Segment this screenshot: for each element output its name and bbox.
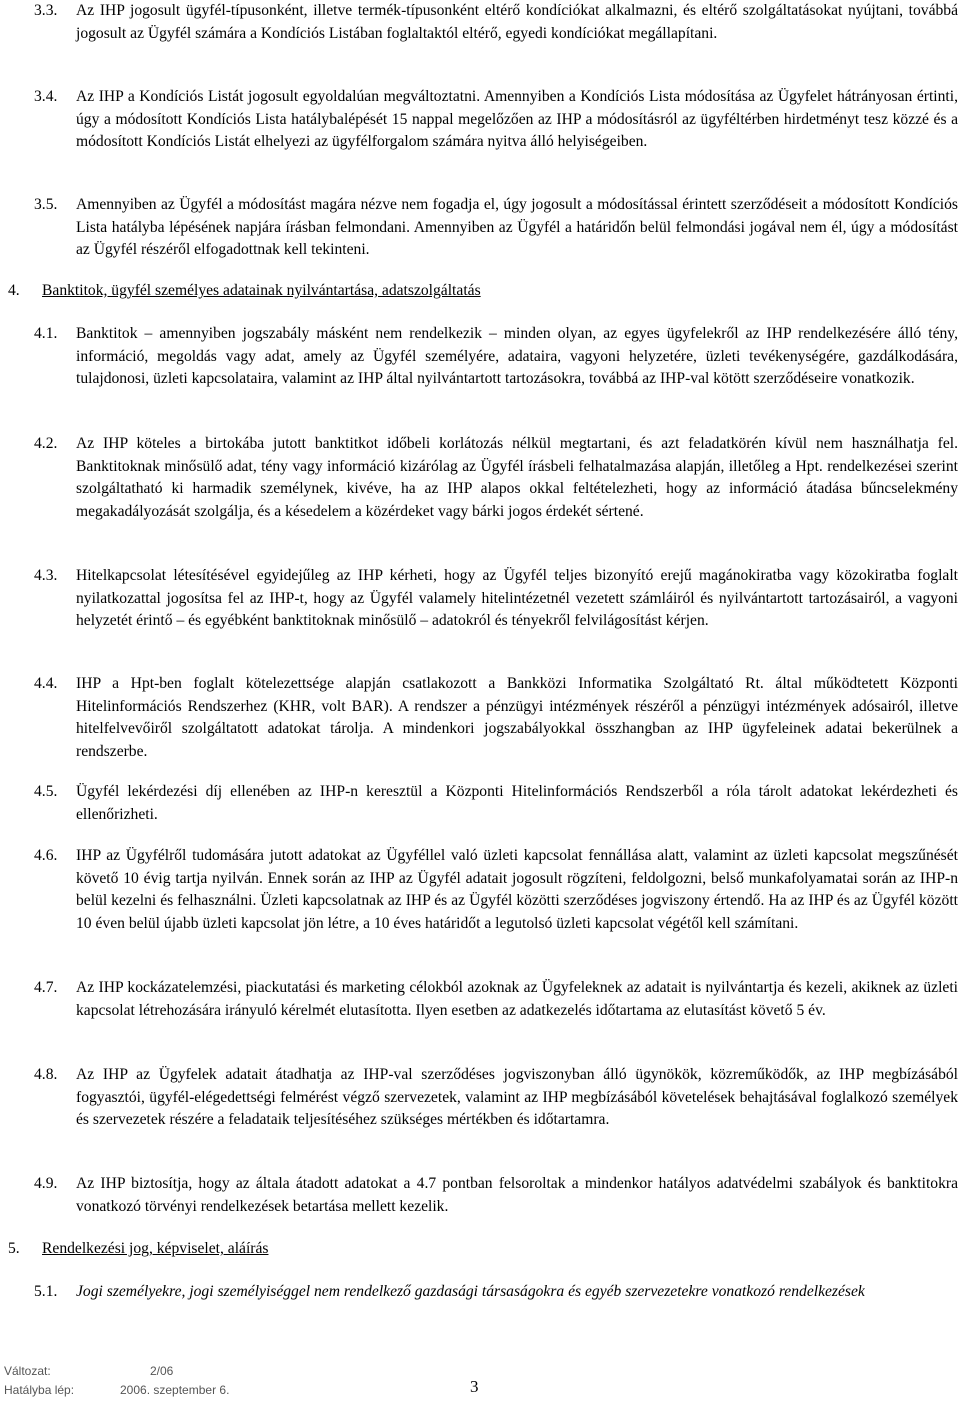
heading-number: 4. (8, 282, 20, 299)
effective-date-value: 2006. szeptember 6. (120, 1383, 230, 1397)
heading-text: Rendelkezési jog, képviselet, aláírás (42, 1240, 269, 1257)
paragraph-text: Jogi személyekre, jogi személyiséggel nem rendelkező gazdasági társaságokra és egyéb szervezetekre vonatkozó rendelkezések (76, 1283, 865, 1300)
section-heading-4 (8, 280, 708, 303)
heading-number: 5. (8, 1240, 20, 1257)
paragraph-3-5 (34, 194, 958, 262)
paragraph-number: 4.4. (34, 675, 58, 692)
paragraph-text: Amennyiben az Ügyfél a módosítást magára nézve nem fogadja el, úgy jogosult a módosítással érintett szerződéseit a módosított Kondíciós Lista hatályba lépésének napjára írásban felmondani. Amennyiben az Ügyfél a határidőn belül felmondási jogával nem él, úgy a módosítást az Ügyfél részéről elfogadottnak kell tekinteni. (76, 196, 958, 259)
paragraph-3-4 (34, 86, 958, 154)
paragraph-4-4 (34, 673, 958, 763)
paragraph-number: 3.3. (34, 2, 58, 19)
paragraph-text: IHP az Ügyfélről tudomására jutott adatokat az Ügyféllel való üzleti kapcsolat fennállása alatt, valamint az üzleti kapcsolat megszűnését követő 10 évig tartja nyilván. Ennek során az IHP az Ügyfél adatait jogosult rögzíteni, feldolgozni, belső munkafolyamatai során az IHP-n belül kezelni és felhasználni. Üzleti kapcsolatnak az IHP és az Ügyfél közötti szerződéses jogviszony értendő. Ha az IHP és az Ügyfél között 10 éven belül újabb üzleti kapcsolat jön létre, a 10 éves határidőt a legutolsó üzleti kapcsolat végétől kell számítani. (76, 847, 958, 932)
effective-date-label: Hatályba lép: (4, 1383, 75, 1397)
paragraph-4-2 (34, 433, 958, 523)
paragraph-text: Ügyfél lekérdezési díj ellenében az IHP-n keresztül a Központi Hitelinformációs Rendszerből a róla tárolt adatokat lekérdezheti és ellenőrizheti. (76, 783, 958, 823)
paragraph-text: Az IHP biztosítja, hogy az általa átadott adatokat a 4.7 pontban felsoroltak a mindenkor hatályos adatvédelmi szabályok és banktitokra vonatkozó törvényi rendelkezések betartása mellett kezelik. (76, 1175, 958, 1215)
paragraph-number: 5.1. (34, 1283, 58, 1300)
heading-text: Banktitok, ügyfél személyes adatainak nyilvántartása, adatszolgáltatás (42, 282, 481, 299)
paragraph-4-9 (34, 1173, 958, 1218)
version-label: Változat: (4, 1364, 51, 1378)
paragraph-4-3 (34, 565, 958, 633)
paragraph-text: Az IHP jogosult ügyfél-típusonként, illetve termék-típusonként eltérő kondíciókat alkalmazni, és eltérő szolgáltatásokat nyújtani, továbbá jogosult az Ügyfél számára a Kondíciós Listában foglaltaktól eltérő, egyedi kondíciókat megállapítani. (76, 2, 958, 42)
paragraph-text: Az IHP kockázatelemzési, piackutatási és marketing célokból azoknak az Ügyfeleknek az adatait is nyilvántartja és kezeli, akiknek az üzleti kapcsolat létrehozására irányuló kérelmét elutasította. Ilyen esetben az adatkezelés időtartama az elutasítást követő 5 év. (76, 979, 958, 1019)
page-footer (4, 1362, 304, 1412)
paragraph-number: 4.8. (34, 1066, 58, 1083)
paragraph-number: 3.4. (34, 88, 58, 105)
paragraph-4-5 (34, 781, 958, 826)
paragraph-text: Az IHP köteles a birtokába jutott banktitkot időbeli korlátozás nélkül megtartani, és azt feladatkörén kívül nem használhatja fel. Banktitoknak minősülő adat, tény vagy információ kizárólag az Ügyfél írásbeli felhatalmazása alapján, illetőleg a Hpt. rendelkezései szerint szolgáltatható ki harmadik személynek, kivéve, ha az IHP alapos okkal feltételezheti, hogy az információ átadása bűncselekmény megakadályozását szolgálja, és a késedelem a közérdeket vagy bárki jogos érdekét sértené. (76, 435, 958, 520)
paragraph-4-7 (34, 977, 958, 1022)
paragraph-4-6 (34, 845, 958, 935)
paragraph-text: IHP a Hpt-ben foglalt kötelezettsége alapján csatlakozott a Bankközi Informatika Szolgáltató Rt. által működtetett Központi Hitelinformációs Rendszerhez (KHR, volt BAR). A rendszer a pénzügyi intézmények részéről a pénzügyi intézmények adósairól, illetve hitelfelvevőiről szolgáltatott adatokat tárolja. A mindenkori jogszabályokkal összhangban az IHP ügyfeleinek adatai bekerülnek a rendszerbe. (76, 675, 958, 760)
paragraph-5-1 (34, 1281, 958, 1304)
paragraph-number: 4.9. (34, 1175, 58, 1192)
paragraph-text: Az IHP a Kondíciós Listát jogosult egyoldalúan megváltoztatni. Amennyiben a Kondíciós Lista módosítása az Ügyfelet hátrányosan értinti, úgy a módosított Kondíciós Lista hatálybalépését 15 nappal megelőzően az IHP a módosításról az ügyféltérben hirdetményt tesz közzé és a módosított Kondíciós Listát elhelyezi az ügyfélforgalom számára nyitva álló helyiségeiben. (76, 88, 958, 151)
page-number: 3 (470, 1377, 479, 1396)
paragraph-number: 4.2. (34, 435, 58, 452)
paragraph-4-8 (34, 1064, 958, 1132)
paragraph-number: 4.7. (34, 979, 58, 996)
paragraph-text: Az IHP az Ügyfelek adatait átadhatja az IHP-val szerződéses jogviszonyban álló ügynökök, közreműködők, az IHP megbízásából fogyasztói, ügyfél-elégedettségi felmérést végző szervezetek, valamint az IHP megbízásából követelések behajtásával foglalkozó személyek és szervezetek részére a feladataik teljesítéséhez szükséges mértékben és időtartamra. (76, 1066, 958, 1129)
paragraph-number: 4.3. (34, 567, 58, 584)
paragraph-4-1 (34, 323, 958, 391)
paragraph-number: 4.6. (34, 847, 58, 864)
effective-date-row (4, 1381, 304, 1400)
paragraph-3-3 (34, 0, 958, 45)
paragraph-number: 4.1. (34, 325, 58, 342)
version-row (4, 1362, 304, 1381)
version-value: 2/06 (150, 1364, 174, 1378)
paragraph-number: 3.5. (34, 196, 58, 213)
section-heading-5 (8, 1238, 708, 1261)
paragraph-text: Hitelkapcsolat létesítésével egyidejűleg az IHP kérheti, hogy az Ügyfél teljes bizonyító erejű magánokiratba vagy közokiratba foglalt nyilatkozattal jogosítsa fel az IHP-t, hogy az Ügyfél valamely hitelintézetnél vezetett számláiról és nyilvántartott tartozásairól, a vagyoni helyzetét érintő – és egyébként banktitoknak minősülő – adatokról és tényekről felvilágosítást kérjen. (76, 567, 958, 630)
paragraph-text: Banktitok – amennyiben jogszabály másként nem rendelkezik – minden olyan, az egyes ügyfelekről az IHP rendelkezésére álló tény, információ, megoldás vagy adat, amely az Ügyfél személyére, adataira, vagyoni helyzetére, üzleti tevékenységére, gazdálkodására, tulajdonosi, üzleti kapcsolataira, valamint az IHP által nyilvántartott tartozásokra, továbbá az IHP-val kötött szerződéseire vonatkozik. (76, 325, 958, 388)
paragraph-number: 4.5. (34, 783, 58, 800)
